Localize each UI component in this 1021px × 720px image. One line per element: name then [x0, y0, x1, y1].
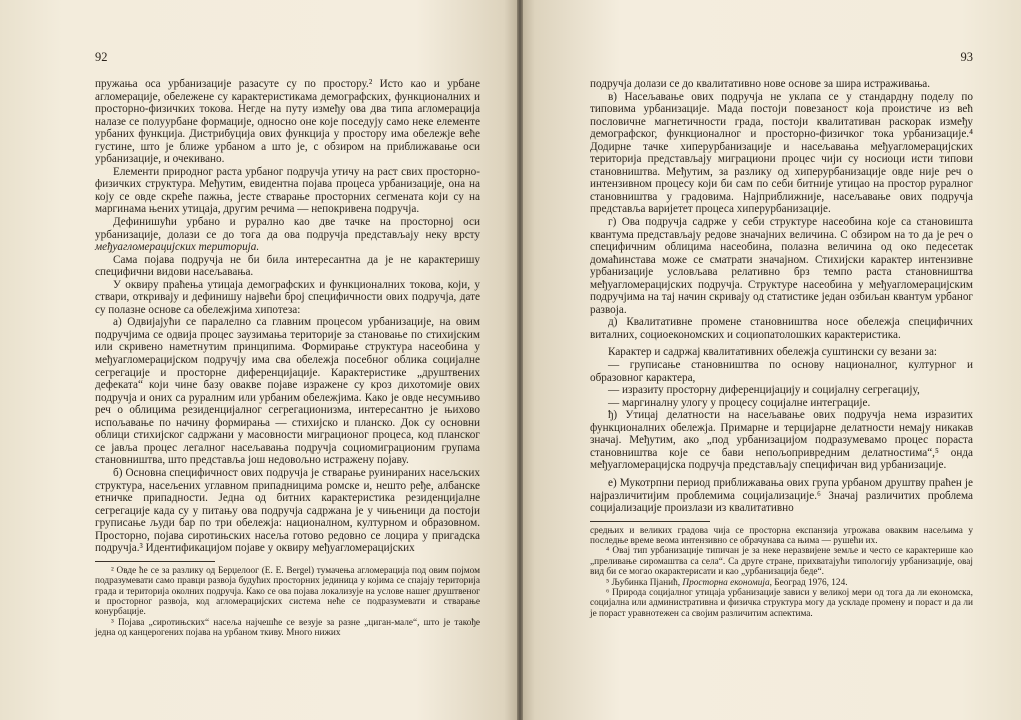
page-number: 92 [95, 50, 108, 64]
footnote: ⁴ Овај тип урбанизације типичан је за неке неразвијене земље и често се карактерише као „преливање сиромаштва са села“. Са друге стране, прихватајући типологију урбанизације, овај вид би се могао окарактерисати и као „урбанизација беде“. [590, 546, 973, 578]
footnotes [590, 521, 973, 620]
citation-rest: , Београд 1976, 124. [769, 577, 848, 588]
page-number: 93 [960, 50, 973, 64]
footnote-text: ⁵ Љубинка Пјанић, [606, 577, 683, 588]
paragraph: Елементи природног раста урбаног подручја утичу на раст свих просторно-физичких структура. Међутим, евидентна појава процеса урбанизације, она на коју се овде скреће пажња, јесте стварање просторних сегмената који су на маргинама њених утицаја, другим речима — непокривена подручја. [95, 165, 480, 216]
italic-phrase: међуагломерацијских територија. [95, 241, 260, 254]
paragraph: подручја долази се до квалитативно нове основе за шира истраживања. [590, 78, 931, 90]
footnote [590, 578, 973, 588]
paragraph: ђ) Утицај делатности на насељавање ових подручја нема изразитих функционалних обележја. Примарне и терцијарне делатности немају никакав значај. Међутим, ако „под урбанизацијом подразумевамо процес пораста становништва које се бави непољопривредним делатностима“,⁵ онда међуагломерацијска подручја представљају специфичан вид урбанизације. [590, 409, 973, 472]
paragraph: б) Основна специфичност ових подручја је стварање руинираних насељских структура, насељених углавном припадницима ромске и, нешто ређе, албанске етничке припадности. Једна од битних карактеристика резиденцијалне сегрегације када су у питању ова подручја садржана је у чињеници да постоји груписање људи бар по три обележја: националном, културном и образовном. Просторно, појава сиротињских насеља готово редовно се лоцира у пригадска подручја.³ Идентификацијом појаве у оквиру међуагломерацијских [95, 466, 480, 555]
paragraph: У оквиру праћења утицаја демографских и функционалних токова, који, у ствари, откривају и дефинишу највећи број специфичности ових подручја, дате су полазне основе са обележјима хипотеза: [95, 278, 480, 316]
footnote: средњих и великих градова чија се просторна експанзија угрожава оваквим насељима у последње време веома интензивно се обрачунава са њима — рушећи их. [590, 525, 973, 546]
body-text [95, 78, 480, 555]
list-item: — изразиту просторну диференцијацију и социјалну сегрегацију, [608, 384, 920, 397]
list-item: — маргиналну улогу у процесу социјалне интеграције. [608, 396, 871, 409]
paragraph: г) Ова подручја садрже у себи структуре насеобина које са становишта квантума представљају редове значајних величина. С обзиром на то да је реч о специфичним облицима насеобина, полазна величина од око педесетак домаћинстава може се сматрати значајном. Стихијски карактер интензивне урбанизације условљава релативно брз темпо раста становништва међуагломерацијских подручја. Структуре насеобина у међуагломерацијским подручјима на тај начин скривају од статистике један озбиљан квантум урбаног развоја. [590, 216, 973, 316]
footnote: ³ Појава „сиротињских“ насеља најчешће се везује за разне „циган-мале“, што је такође једна од канцерогених појава на урбаном ткиву. Много нижих [95, 617, 480, 639]
footnote-rule [590, 521, 710, 522]
footnote: ⁶ Природа социјалног утицаја урбанизације зависи у великој мери од тога да ли економска, социјална или административна и физичка структура могу да ускладе промену и пораст и да ли је пораст уравнотежен са својим различитим аспектима. [590, 588, 973, 619]
right-page [520, 0, 1021, 720]
paragraph: д) Квалитативне промене становништва носе обележја специфичних виталних, социоекономских и социопатолошких карактеристика. [590, 316, 973, 341]
citation-title: Просторна економија [682, 577, 770, 588]
footnotes [95, 561, 480, 639]
body-text [590, 78, 973, 515]
paragraph [95, 216, 480, 254]
list-item: — груписање становништва по основу националног, културног и образовног карактера, [590, 359, 973, 384]
paragraph: Сама појава подручја не би била интересантна да је не карактеришу специфични видови насељавања. [95, 253, 480, 279]
paragraph: а) Одвијајући се паралелно са главним процесом урбанизације, на овим подручјима се одвија процес заузимања територије за становање по стихијским или скривено наметнутим принципима. Формирање структура насеобина у међуагломерацијском подручју има сва обележја посебног облика социјалне сегрегације и просторне диференцијације. Карактеристике „друштвених дефеката“ који чине базу овакве појаве изражене су кроз дихотомије ових подручја и оних са руралним или урбаним обележјима. Како је овде несумњиво реч о облицима резиденцијалног сегрегационизма, интересантно је њихово испољавање по начину формирања — стихијско и планско. Док су основни облици стихијског садржани у масовности миграционог процеса, код планског се јавља процес легалног насељавања подручја социомиграционим групама становништва, што представља још недовољно истражену појаву. [95, 316, 480, 467]
paragraph: е) Мукотрпни период приближавања ових група урбаном друштву праћен је најразличитијим проблемима социјализације.⁶ Значај различитих проблема социјализације произлази из квалитативно [590, 476, 973, 515]
book-gutter [517, 0, 523, 720]
paragraph-text: Дефинишући урбано и рурално као две тачке на просторној оси урбанизације, долази се до тога да ова подручја представљају неку врсту [95, 216, 480, 241]
footnote-rule [95, 561, 215, 562]
footnote: ² Овде ће се за разлику од Берџелоог (E. E. Bergel) тумачења агломерација под овим појмом подразумевати само правци развоја будућих просторних јединица у којима се спајају територија града и територија околних подручја. Како се ова појава локализује на услове нашег друштвеног и просторног развоја, код агломерацијских система неће се подразумевати и стварање конурбације. [95, 565, 480, 618]
paragraph: в) Насељавање ових подручја не уклапа се у стандардну поделу по типовима урбанизације. Мада постоји повезаност која проистиче из већ пословичне магнетичности града, постоји квалитативан раскорак између демографског, функционалног и просторно-физичког тока урбанизације.⁴ Додирне тачке хиперурбанизације и насељавања међуагломерацијских територија представљају миграциони процес чији су носиоци исти типови становништва. Међутим, за разлику од хиперурбанизације овде није реч о интензивном процесу који би сам по себи битније утицао на простор руралног становништва у градовима. Најприближније, насељавање ових подручја представља варијетет процеса хиперурбанизације. [590, 90, 973, 216]
paragraph: пружања oca урбанизације разасуте су по простору.² Исто као и урбане агломерације, обележене су карактеристикама демографских, функционалних и просторно-физичких токова. Негде на путу између ова два типа агломерација налазе се полуурбане формације, односно оне које поседују само неке елементе урбаних функција. Дистрибуција ових функција у простору има обележје веће густине, што је ближе урбаном а што је, с обзиром на приближавање оси урбанизације, и очекивано. [95, 78, 480, 166]
paragraph: Карактер и садржај квалитативних обележја суштински су везани за: [608, 346, 938, 359]
